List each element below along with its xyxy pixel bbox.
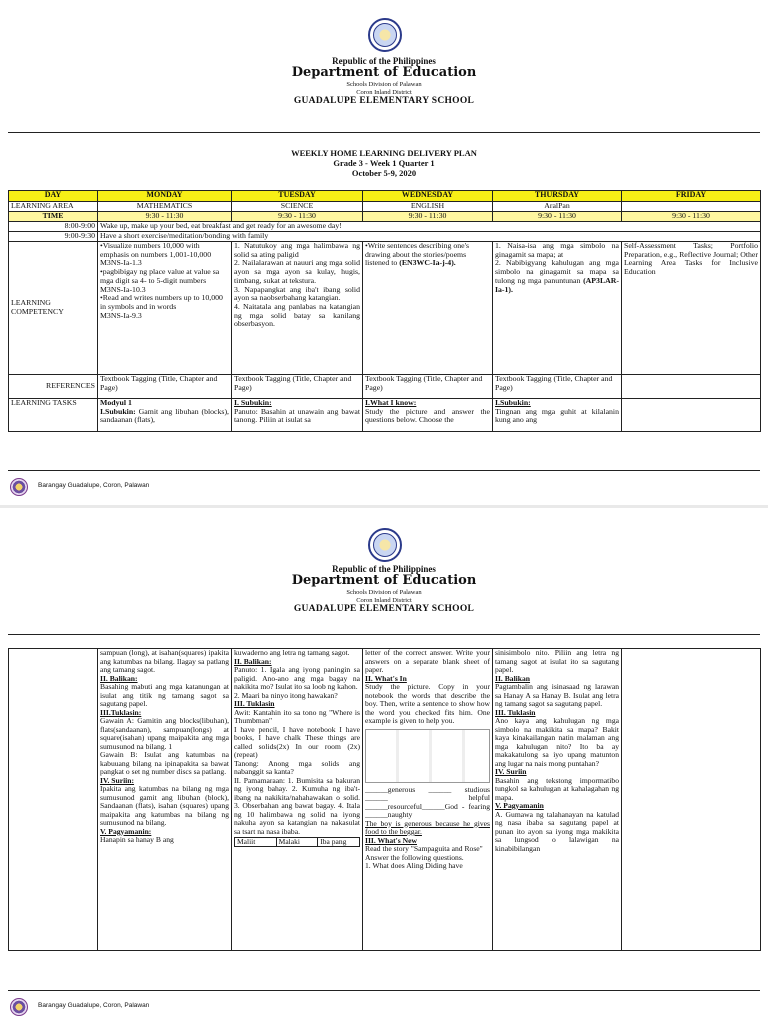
wed-h3: III. What's New bbox=[365, 835, 417, 845]
time-tuesday: 9:30 - 11:30 bbox=[232, 212, 363, 222]
wed-p2: Study the picture. Copy in your notebook the words that describe the boy. Then, write a sentence to show how the word you checked fits him. One example is given to help you. bbox=[365, 682, 490, 725]
tasks-friday-cont bbox=[622, 649, 761, 951]
time-friday: 9:30 - 11:30 bbox=[622, 212, 761, 222]
page-1-footer bbox=[0, 470, 768, 498]
header-thursday: THURSDAY bbox=[493, 191, 622, 202]
thu-h3: III. Tuklasin bbox=[495, 707, 536, 717]
tasks-thursday-text: Tingnan ang mga guhit at kilalanin kung ano ang bbox=[495, 406, 619, 425]
boy-picture bbox=[365, 729, 490, 783]
header-rule bbox=[8, 132, 760, 133]
references-row bbox=[9, 375, 761, 399]
header-wednesday: WEDNESDAY bbox=[363, 191, 493, 202]
page-2 bbox=[0, 508, 768, 1024]
tasks-tuesday-sub: I. Subukin: bbox=[234, 398, 272, 407]
mon-p2: Basahing mabuti ang mga katanungan at isulat ang titik ng tamang sagot sa sagutang papel. bbox=[100, 682, 229, 708]
row-800-activity: Wake up, make up your bed, eat breakfast and get ready for an awesome day! bbox=[98, 222, 761, 232]
school-logo-icon bbox=[10, 998, 28, 1016]
time-row bbox=[9, 212, 761, 222]
references-thursday: Textbook Tagging (Title, Chapter and Page) bbox=[493, 375, 622, 399]
area-thursday: AralPan bbox=[493, 202, 622, 212]
tasks-tuesday bbox=[232, 399, 363, 432]
tasks-tuesday-cont bbox=[232, 649, 363, 951]
district-text: Coron Inland District bbox=[356, 596, 412, 604]
competency-label: LEARNING COMPETENCY bbox=[9, 242, 98, 375]
competency-row bbox=[9, 242, 761, 375]
mon-g2: Gawain B: Isulat ang katumbas na kabuuang bilang na ipinapakita sa bawat pangkat o set ng number discs sa patlang. bbox=[100, 750, 229, 776]
tasks-wednesday-sub: I.What I know: bbox=[365, 398, 417, 407]
tasks-monday-text: Gamit ang libuhan (blocks), sandaanan (flats), bbox=[100, 406, 229, 425]
plan-dates: October 5-9, 2020 bbox=[351, 168, 417, 179]
table-header-row bbox=[9, 191, 761, 202]
tue-p3: Awit: Kantahin ito sa tono ng "Where is Thumbman" I have pencil, I have notebook I have books, I have chalk These things are called solids(2x) In our room (2x) (repeat) Tanong: Anong mga solids ang nabanggit sa kanta? II. Pamamaraan: 1. Bumisita sa bakuran ng iyong bahay. 2. Kumuha ng iba't- ibang na nakikita/nahahawakan o solid. 3. Obserbahan ang bawat bagay. 4. Itala ng 10 halimbawa ng solid na iyong nakuha ayon sa katangian na nakasulat sa tsart na nasa ibaba. bbox=[234, 707, 360, 836]
letterhead bbox=[0, 56, 768, 107]
references-wednesday: Textbook Tagging (Title, Chapter and Page) bbox=[363, 375, 493, 399]
tue-p1: kuwaderno ang letra ng tamang sagot. bbox=[234, 648, 350, 657]
competency-monday: •Visualize numbers 10,000 with emphasis on numbers 1,001-10,000 M3NS-Ia-1.3 •pagbibigay ng place value at value sa mga digit sa 4- to 5-digit numbers M3NS-Ia-10.3 •Read and writes numbers up to 10,000 in symbols and in words M3NS-Ia-9.3 bbox=[98, 242, 232, 375]
thu-h5: V. Pagyamanin bbox=[495, 801, 544, 810]
header-monday: MONDAY bbox=[98, 191, 232, 202]
footer-rule bbox=[8, 470, 760, 471]
weekly-plan-table bbox=[8, 190, 761, 432]
school-name: GUADALUPE ELEMENTARY SCHOOL bbox=[293, 96, 475, 107]
mon-h5: V. Pagyamanin: bbox=[100, 826, 152, 836]
mon-h4: IV. Suriin: bbox=[100, 775, 135, 785]
tasks-wednesday bbox=[363, 399, 493, 432]
header-friday: FRIDAY bbox=[622, 191, 761, 202]
learning-area-row bbox=[9, 202, 761, 212]
references-monday: Textbook Tagging (Title, Chapter and Page) bbox=[98, 375, 232, 399]
time-label: TIME bbox=[9, 212, 98, 222]
tasks-tuesday-text: Panuto: Basahin at unawain ang bawat tanong. Piliin at isulat sa bbox=[234, 406, 360, 425]
tue-p2: Panuto: 1. Igala ang iyong paningin sa paligid. Ano-ano ang mga bagay na nakikita mo? Isulat ito sa loob ng kahon. 2. Maari ba ninyo itong hawakan? bbox=[234, 665, 360, 700]
mon-g1: Gawain A: Gamitin ang blocks(libuhan), flats(sandaanan), sampuan(longs) at square(isahan) upang maipakita ang mga sumusunod na bilang. 1 bbox=[100, 716, 229, 751]
mon-h3: III.Tuklasin: bbox=[100, 707, 142, 717]
plan-title-block bbox=[0, 148, 768, 179]
tasks-thursday bbox=[493, 399, 622, 432]
footer-rule bbox=[8, 990, 760, 991]
division-text: Schools Division of Palawan bbox=[346, 81, 422, 89]
letterhead bbox=[0, 564, 768, 615]
area-tuesday: SCIENCE bbox=[232, 202, 363, 212]
district-text: Coron Inland District bbox=[356, 88, 412, 96]
competency-friday: Self-Assessment Tasks; Portfolio Preparation, e.g., Reflective Journal; Other Learning Area Tasks for Inclusive Education bbox=[622, 242, 761, 375]
row-800-time: 8:00-9:00 bbox=[9, 222, 98, 232]
tasks-thursday-cont bbox=[493, 649, 622, 951]
competency-wednesday-code: (EN3WC-Ia-j-4). bbox=[399, 258, 456, 268]
tue-h3: III. Tuklasin bbox=[234, 699, 275, 708]
row-900 bbox=[9, 232, 761, 242]
row-900-time: 9:00-9:30 bbox=[9, 232, 98, 242]
mon-h2: II. Balikan: bbox=[100, 673, 138, 683]
competency-thursday bbox=[493, 242, 622, 375]
department-text: Department of Education bbox=[291, 65, 477, 81]
tasks-thursday-sub: I.Subukin: bbox=[495, 398, 531, 407]
time-thursday: 9:30 - 11:30 bbox=[493, 212, 622, 222]
mon-p1: sampuan (long), at isahan(squares) ipakita ang katumbas na bilang. Ilagay sa patlang ang tamang sagot. bbox=[100, 648, 229, 674]
tasks-label: LEARNING TASKS bbox=[9, 399, 98, 432]
solid-chart-table bbox=[234, 837, 360, 847]
mon-p5: Hanapin sa hanay B ang bbox=[100, 835, 174, 844]
area-wednesday: ENGLISH bbox=[363, 202, 493, 212]
tasks-row-continued bbox=[9, 649, 761, 951]
deped-seal-icon bbox=[368, 18, 402, 52]
thu-h4: IV. Suriin bbox=[495, 767, 527, 776]
header-day: DAY bbox=[9, 191, 98, 202]
area-monday: MATHEMATICS bbox=[98, 202, 232, 212]
page-1 bbox=[0, 0, 768, 505]
competency-thursday-text: 1. Naisa-isa ang mga simbolo na ginagamit sa mapa; at 2. Nabibigyang kahulugan ang mga simbolo na ginagamit sa mapa sa tulong ng mga panuntunan bbox=[495, 241, 619, 285]
weekly-plan-table-continued bbox=[8, 648, 761, 951]
row-900-activity: Have a short exercise/meditation/bonding with family bbox=[98, 232, 761, 242]
thu-p4: Basahin ang tekstong impormatibo tungkol sa kahulugan at kahalagahan ng mapa. bbox=[495, 775, 619, 802]
thu-p1: sinisimbolo nito. Piliin ang letra ng tamang sagot at isulat ito sa sagutang papel. bbox=[495, 648, 619, 674]
time-monday: 9:30 - 11:30 bbox=[98, 212, 232, 222]
area-friday bbox=[622, 202, 761, 212]
mini-col-3: Iba pang bbox=[318, 838, 360, 847]
wed-h2: II. What's In bbox=[365, 673, 407, 683]
learning-area-label: LEARNING AREA bbox=[9, 202, 98, 212]
references-friday bbox=[622, 375, 761, 399]
mon-p4: Ipakita ang katumbas na bilang ng mga sumusunod gamit ang libuhan (block), Sandaanan (flats), isahan (squares) upang maipakita ang katumbas na bilang ng sumusunod na bilang. bbox=[100, 784, 229, 827]
footer-address: Barangay Guadalupe, Coron, Palawan bbox=[38, 482, 150, 489]
department-text: Department of Education bbox=[291, 573, 477, 589]
competency-wednesday-text: •Write sentences describing one's drawing about the stories/poems listened to bbox=[365, 241, 470, 268]
row-800 bbox=[9, 222, 761, 232]
school-name: GUADALUPE ELEMENTARY SCHOOL bbox=[293, 604, 475, 615]
wed-p1: letter of the correct answer. Write your answers on a separate blank sheet of paper. bbox=[365, 648, 490, 674]
wed-words: ______generous ______ studious ______ helpful ______resourceful______God - fearing ______naughty bbox=[365, 784, 490, 819]
division-text: Schools Division of Palawan bbox=[346, 589, 422, 597]
tasks-label-empty bbox=[9, 649, 98, 951]
header-tuesday: TUESDAY bbox=[232, 191, 363, 202]
tasks-monday bbox=[98, 399, 232, 432]
plan-grade: Grade 3 - Week 1 Quarter 1 bbox=[333, 158, 435, 169]
wed-example: The boy is generous because he gives food to the beggar. bbox=[365, 818, 490, 836]
competency-tuesday: 1. Natutukoy ang mga halimbawa ng solid sa ating paligid 2. Nailalarawan at nauuri ang mga solid ayon sa mga ayon sa kulay, hugis, timbang, sukat at tekstura. 3. Napapangkat ang iba't ibang solid ayon sa naobserbahang katangian. 4. Naitatala ang panlabas na katangian ng mga solid batay sa kanilang obserbasyon. bbox=[232, 242, 363, 375]
thu-h2: II. Balikan bbox=[495, 673, 531, 683]
tasks-friday bbox=[622, 399, 761, 432]
tasks-monday-title: Modyul 1 bbox=[100, 398, 132, 407]
footer-address: Barangay Guadalupe, Coron, Palawan bbox=[38, 1002, 150, 1009]
competency-wednesday bbox=[363, 242, 493, 375]
plan-title: WEEKLY HOME LEARNING DELIVERY PLAN bbox=[291, 148, 477, 158]
wed-p3: Read the story "Sampaguita and Rose" Answer the following questions. 1. What does Aling Diding have bbox=[365, 844, 483, 870]
school-logo-icon bbox=[10, 478, 28, 496]
tue-h2: II. Balikan: bbox=[234, 656, 272, 666]
tasks-monday-sub: I.Subukin: bbox=[100, 406, 136, 416]
references-tuesday: Textbook Tagging (Title, Chapter and Page) bbox=[232, 375, 363, 399]
tasks-wednesday-cont bbox=[363, 649, 493, 951]
deped-seal-icon bbox=[368, 528, 402, 562]
republic-text: Republic of the Philippines bbox=[332, 564, 436, 574]
republic-text: Republic of the Philippines bbox=[332, 56, 436, 66]
tasks-row bbox=[9, 399, 761, 432]
competency-thursday-code: (AP3LAR-Ia-1). bbox=[495, 275, 620, 294]
thu-p5: A. Gumawa ng talahanayan na katulad ng nasa ibaba sa sagutang papel at punan ito ayon sa iyong mga makikita sa lungsod o lalawigan na kinabibilangan bbox=[495, 809, 619, 853]
tasks-wednesday-text: Study the picture and answer the questions below. Choose the bbox=[365, 406, 490, 425]
page-2-footer bbox=[0, 990, 768, 1018]
tasks-monday-cont bbox=[98, 649, 232, 951]
thu-p2: Pagtambalin ang isinasaad ng larawan sa Hanay A sa Hanay B. Isulat ang letra ng tamang sagot sa sagutang papel. bbox=[495, 682, 619, 708]
references-label: REFERENCES bbox=[9, 375, 98, 399]
header-rule bbox=[8, 634, 760, 635]
mini-col-1: Maliit bbox=[235, 838, 277, 847]
thu-p3: Ano kaya ang kahulugan ng mga simbolo na makikita sa mapa? Bakit kaya kinakailangan natin malaman ang mga kahulugan nito? Ito ba ay makakatulong sa iyo upang matunton ang lugar na nais mong puntahan? bbox=[495, 716, 619, 768]
time-wednesday: 9:30 - 11:30 bbox=[363, 212, 493, 222]
mini-col-2: Malaki bbox=[276, 838, 318, 847]
